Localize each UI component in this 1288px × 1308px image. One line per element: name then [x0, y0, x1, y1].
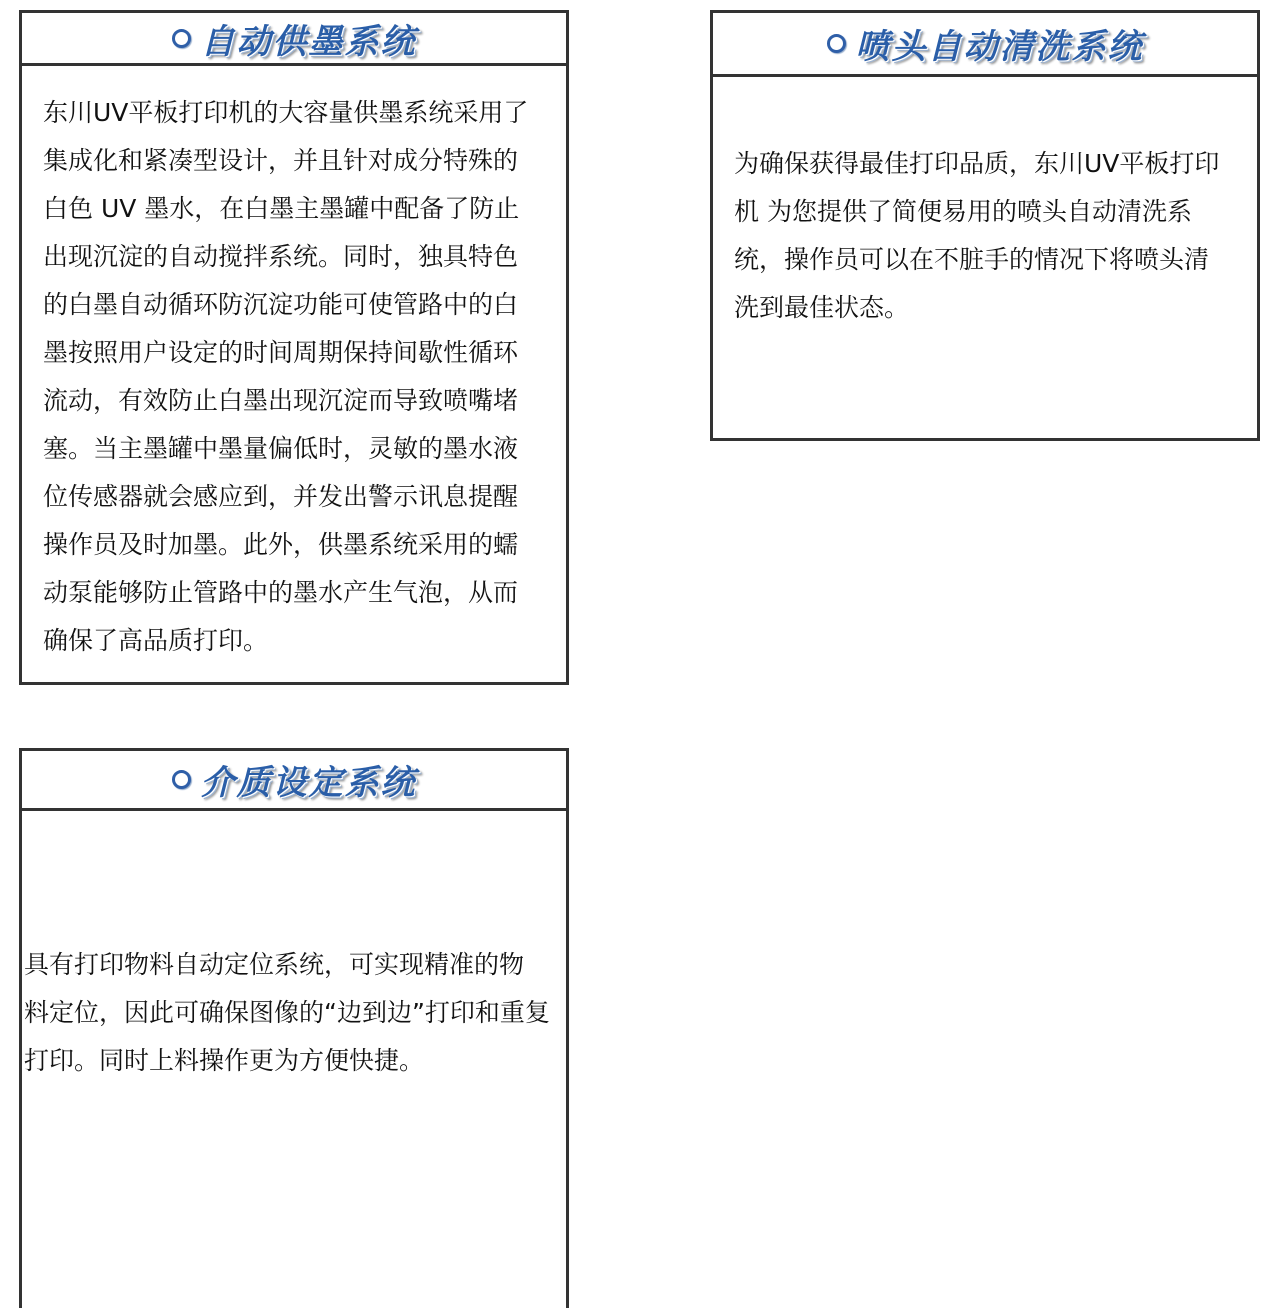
circle-bullet-icon — [172, 770, 191, 789]
head-cleaning-panel-header — [713, 13, 1257, 77]
ink-supply-panel-header — [22, 13, 566, 66]
media-setting-description: 具有打印物料自动定位系统，可实现精准的物 料定位，因此可确保图像的“边到边”打印和重复 打印。同时上料操作更为方便快捷。 — [24, 950, 550, 1075]
head-cleaning-title: 喷头自动清洗系统 — [855, 27, 1144, 67]
ink-supply-title: 自动供墨系统 — [200, 21, 417, 62]
media-setting-panel — [19, 748, 569, 1308]
ink-supply-panel — [19, 10, 569, 685]
circle-bullet-icon — [172, 29, 191, 48]
media-setting-title: 介质设定系统 — [200, 763, 417, 803]
media-setting-panel-header — [22, 751, 566, 811]
head-cleaning-panel — [710, 10, 1260, 441]
circle-bullet-icon — [827, 34, 846, 53]
ink-supply-description: 东川UV平板打印机的大容量供墨系统采用了 集成化和紧凑型设计，并且针对成分特殊的 白色 UV 墨水，在白墨主墨罐中配备了防止 出现沉淀的自动搅拌系统。同时，独具特色 的白墨自动循环防沉淀功能可使管路中的白 墨按照用户设定的时间周期保持间歇性循环 流动，有效防止白墨出现沉淀而导致喷嘴堵 塞。当主墨罐中墨量偏低时，灵敏的墨水液 位传感器就会感应到，并发出警示讯息提醒 操作员及时加墨。此外，供墨系统采用的蠕 动泵能够防止管路中的墨水产生气泡，从而 确保了高品质打印。 — [43, 98, 529, 655]
head-cleaning-description: 为确保获得最佳打印品质，东川UV平板打印 机 为您提供了简便易用的喷头自动清洗系 统，操作员可以在不脏手的情况下将喷头清 洗到最佳状态。 — [734, 149, 1220, 322]
